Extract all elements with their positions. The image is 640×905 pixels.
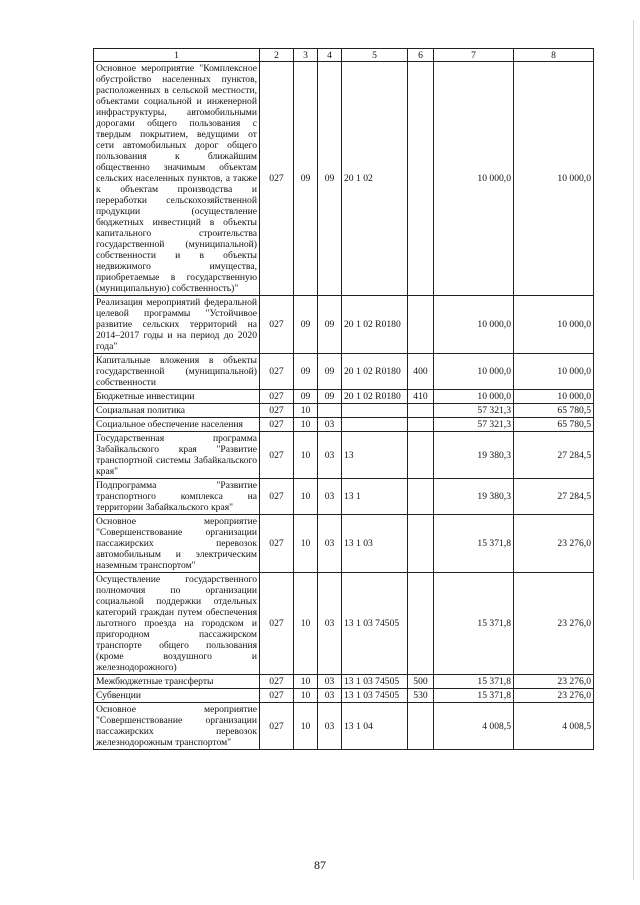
row-expense-type: 500 (408, 675, 434, 689)
row-subsection: 03 (318, 479, 342, 515)
row-target-article: 13 (342, 432, 408, 479)
table-row (94, 432, 594, 479)
row-subsection: 03 (318, 573, 342, 675)
row-amount-year-2: 23 276,0 (514, 515, 594, 573)
table-row (94, 675, 594, 689)
row-amount-year-2: 65 780,5 (514, 418, 594, 432)
row-amount-year-1: 10 000,0 (434, 354, 514, 390)
row-target-article: 13 1 04 (342, 703, 408, 750)
row-amount-year-1: 15 371,8 (434, 515, 514, 573)
row-expense-type (408, 703, 434, 750)
row-subsection: 03 (318, 418, 342, 432)
row-target-article: 20 1 02 R0180 (342, 354, 408, 390)
row-subsection (318, 404, 342, 418)
table-row (94, 689, 594, 703)
header-col-5: 5 (342, 49, 408, 62)
header-col-6: 6 (408, 49, 434, 62)
row-name: Социальная политика (94, 404, 260, 418)
row-expense-type (408, 296, 434, 354)
row-amount-year-1: 10 000,0 (434, 296, 514, 354)
row-expense-type (408, 573, 434, 675)
row-subsection: 03 (318, 675, 342, 689)
row-name: Реализация мероприятий федеральной целевой программы "Устойчивое развитие сельских территорий на 2014–2017 годы и на период до 2020 года" (94, 296, 260, 354)
row-target-article: 13 1 03 (342, 515, 408, 573)
row-admin-code: 027 (260, 404, 294, 418)
table-row (94, 418, 594, 432)
page-number: 87 (314, 858, 326, 872)
header-col-2: 2 (260, 49, 294, 62)
row-amount-year-2: 10 000,0 (514, 296, 594, 354)
row-amount-year-2: 23 276,0 (514, 689, 594, 703)
row-amount-year-1: 57 321,3 (434, 418, 514, 432)
row-amount-year-1: 10 000,0 (434, 390, 514, 404)
row-section: 10 (294, 479, 318, 515)
row-subsection: 03 (318, 432, 342, 479)
row-amount-year-2: 10 000,0 (514, 62, 594, 296)
row-target-article: 13 1 03 74505 (342, 573, 408, 675)
row-target-article (342, 418, 408, 432)
table-row (94, 573, 594, 675)
row-admin-code: 027 (260, 62, 294, 296)
row-section: 09 (294, 62, 318, 296)
row-name: Государственная программа Забайкальского края "Развитие транспортной системы Забайкальского края" (94, 432, 260, 479)
row-section: 09 (294, 296, 318, 354)
row-amount-year-1: 15 371,8 (434, 689, 514, 703)
row-amount-year-1: 4 008,5 (434, 703, 514, 750)
row-expense-type: 400 (408, 354, 434, 390)
row-name: Осуществление государственного полномочия по организации социальной поддержки отдельных категорий граждан путем обеспечения льготного проезда на городском и пригородном пассажирском транспорте общего пользования (кроме воздушного и железнодорожного) (94, 573, 260, 675)
row-name: Основное мероприятие "Совершенствование организации пассажирских перевозок автомобильным и электрическим наземным транспортом" (94, 515, 260, 573)
row-expense-type (408, 62, 434, 296)
row-admin-code: 027 (260, 354, 294, 390)
row-section: 10 (294, 432, 318, 479)
table-header-row (94, 49, 594, 62)
row-target-article: 20 1 02 (342, 62, 408, 296)
row-name: Субвенции (94, 689, 260, 703)
row-admin-code: 027 (260, 573, 294, 675)
row-amount-year-1: 10 000,0 (434, 62, 514, 296)
row-section: 10 (294, 418, 318, 432)
row-section: 10 (294, 515, 318, 573)
row-section: 10 (294, 404, 318, 418)
row-section: 10 (294, 689, 318, 703)
row-admin-code: 027 (260, 689, 294, 703)
row-subsection: 09 (318, 354, 342, 390)
row-expense-type (408, 418, 434, 432)
row-section: 10 (294, 675, 318, 689)
header-col-1: 1 (94, 49, 260, 62)
budget-table (93, 48, 594, 750)
table-row (94, 354, 594, 390)
row-amount-year-1: 57 321,3 (434, 404, 514, 418)
row-admin-code: 027 (260, 296, 294, 354)
row-amount-year-1: 15 371,8 (434, 675, 514, 689)
row-amount-year-2: 4 008,5 (514, 703, 594, 750)
row-amount-year-2: 65 780,5 (514, 404, 594, 418)
table-row (94, 404, 594, 418)
row-amount-year-1: 15 371,8 (434, 573, 514, 675)
table-row (94, 479, 594, 515)
row-admin-code: 027 (260, 390, 294, 404)
table-row (94, 390, 594, 404)
row-admin-code: 027 (260, 703, 294, 750)
row-name: Капитальные вложения в объекты государственной (муниципальной) собственности (94, 354, 260, 390)
row-admin-code: 027 (260, 515, 294, 573)
row-section: 09 (294, 354, 318, 390)
row-target-article: 13 1 (342, 479, 408, 515)
table-row (94, 296, 594, 354)
row-name: Основное мероприятие "Комплексное обустройство населенных пунктов, расположенных в сельской местности, объектами социальной и инженерной инфраструктуры, автомобильными дорогами общего пользования с твердым покрытием, ведущими от сети автомобильных дорог общего пользования к ближайшим общественно значимым объектам сельских населенных пунктов, а также к объектам производства и переработки сельскохозяйственной продукции (осуществление бюджетных инвестиций в объекты капитального строительства государственной (муниципальной) собственности и в объекты недвижимого имущества, приобретаемые в государственную (муниципальную) собственность)" (94, 62, 260, 296)
scan-edge-line (633, 20, 634, 880)
row-target-article (342, 404, 408, 418)
header-col-8: 8 (514, 49, 594, 62)
row-subsection: 09 (318, 390, 342, 404)
header-col-7: 7 (434, 49, 514, 62)
row-name: Межбюджетные трансферты (94, 675, 260, 689)
row-amount-year-2: 27 284,5 (514, 479, 594, 515)
row-expense-type (408, 479, 434, 515)
row-admin-code: 027 (260, 479, 294, 515)
row-amount-year-1: 19 380,3 (434, 479, 514, 515)
row-expense-type: 410 (408, 390, 434, 404)
row-target-article: 20 1 02 R0180 (342, 296, 408, 354)
row-amount-year-2: 23 276,0 (514, 675, 594, 689)
row-subsection: 09 (318, 296, 342, 354)
row-subsection: 03 (318, 703, 342, 750)
row-expense-type: 530 (408, 689, 434, 703)
row-target-article: 13 1 03 74505 (342, 689, 408, 703)
row-section: 10 (294, 703, 318, 750)
row-subsection: 03 (318, 689, 342, 703)
row-amount-year-2: 23 276,0 (514, 573, 594, 675)
row-name: Бюджетные инвестиции (94, 390, 260, 404)
row-expense-type (408, 515, 434, 573)
row-target-article: 20 1 02 R0180 (342, 390, 408, 404)
row-amount-year-1: 19 380,3 (434, 432, 514, 479)
header-col-3: 3 (294, 49, 318, 62)
row-name: Подпрограмма "Развитие транспортного комплекса на территории Забайкальского края" (94, 479, 260, 515)
row-admin-code: 027 (260, 675, 294, 689)
table-row (94, 515, 594, 573)
row-subsection: 03 (318, 515, 342, 573)
table-row (94, 703, 594, 750)
table-row (94, 62, 594, 296)
row-section: 10 (294, 573, 318, 675)
row-amount-year-2: 10 000,0 (514, 354, 594, 390)
row-section: 09 (294, 390, 318, 404)
row-admin-code: 027 (260, 418, 294, 432)
row-name: Основное мероприятие "Совершенствование организации пассажирских перевозок железнодорожным транспортом" (94, 703, 260, 750)
row-expense-type (408, 432, 434, 479)
row-expense-type (408, 404, 434, 418)
row-amount-year-2: 27 284,5 (514, 432, 594, 479)
row-subsection: 09 (318, 62, 342, 296)
header-col-4: 4 (318, 49, 342, 62)
row-target-article: 13 1 03 74505 (342, 675, 408, 689)
row-name: Социальное обеспечение населения (94, 418, 260, 432)
row-admin-code: 027 (260, 432, 294, 479)
row-amount-year-2: 10 000,0 (514, 390, 594, 404)
